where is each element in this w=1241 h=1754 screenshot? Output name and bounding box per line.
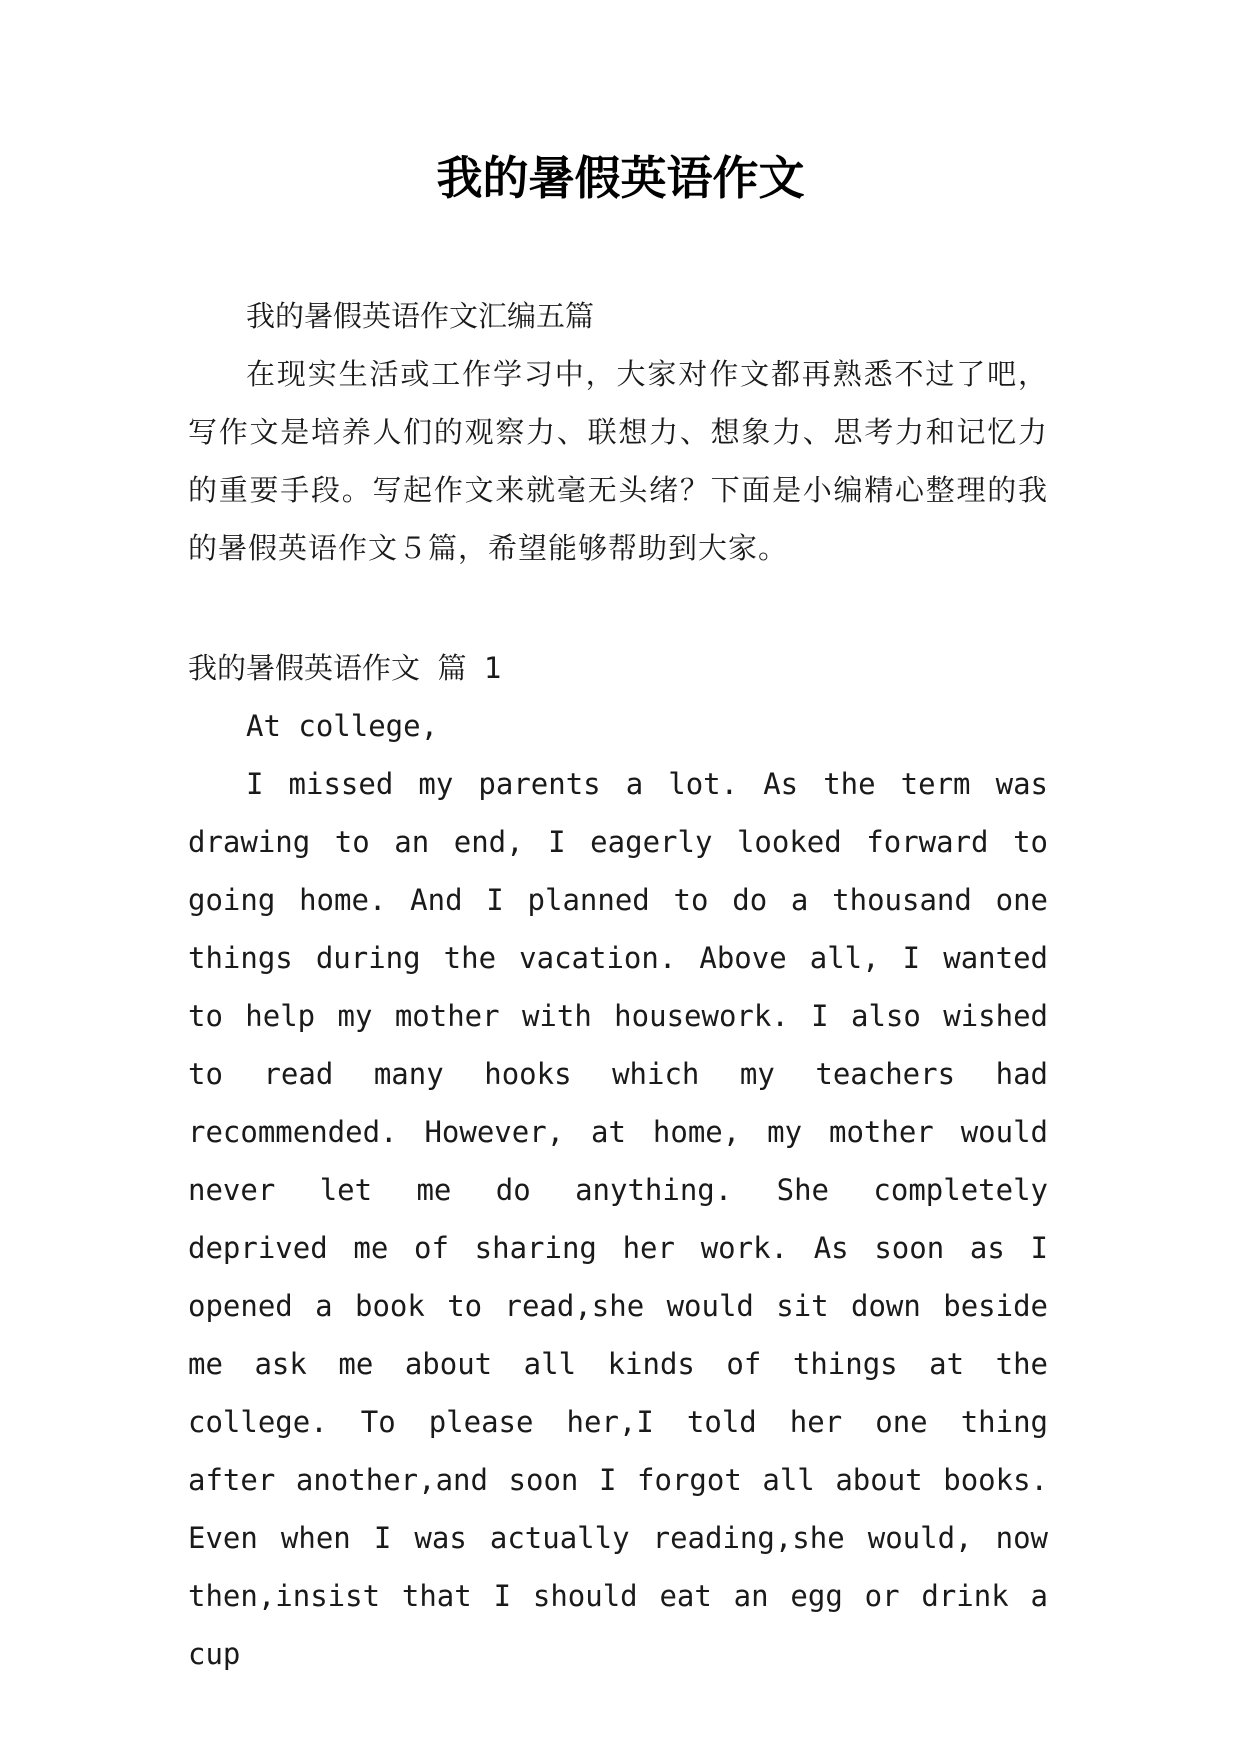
essay-paragraph: I missed my parents a lot. As the term was drawing to an end, I eagerly looked forward to going home. And I planned to do a thousand one things during the vacation. Above all, I wanted to help my mother with housework. I also wished to read many hooks which my teachers had recommended. However, at home, my mother would never let me do anything. She completely deprived me of sharing her work. As soon as I opened a book to read,she would sit down beside me ask me about all kinds of things at the college. To please her,I told her one thing after another,and soon I forgot all about books. Even when I was actually reading,she would, now then,insist that I should eat an egg or drink a cup (188, 767, 1048, 1671)
intro-paragraph: 在现实生活或工作学习中，大家对作文都再熟悉不过了吧，写作文是培养人们的观察力、联想力、想象力、思考力和记忆力的重要手段。写起作文来就毫无头绪？下面是小编精心整理的我的暑假英语作文５篇，希望能够帮助到大家。 (188, 357, 1048, 565)
essay-first-line: At college, (246, 709, 439, 743)
intro-title: 我的暑假英语作文汇编五篇 (246, 299, 595, 333)
document-title: 我的暑假英语作文 (436, 151, 805, 205)
essay-heading: 我的暑假英语作文 篇 1 (188, 651, 502, 685)
